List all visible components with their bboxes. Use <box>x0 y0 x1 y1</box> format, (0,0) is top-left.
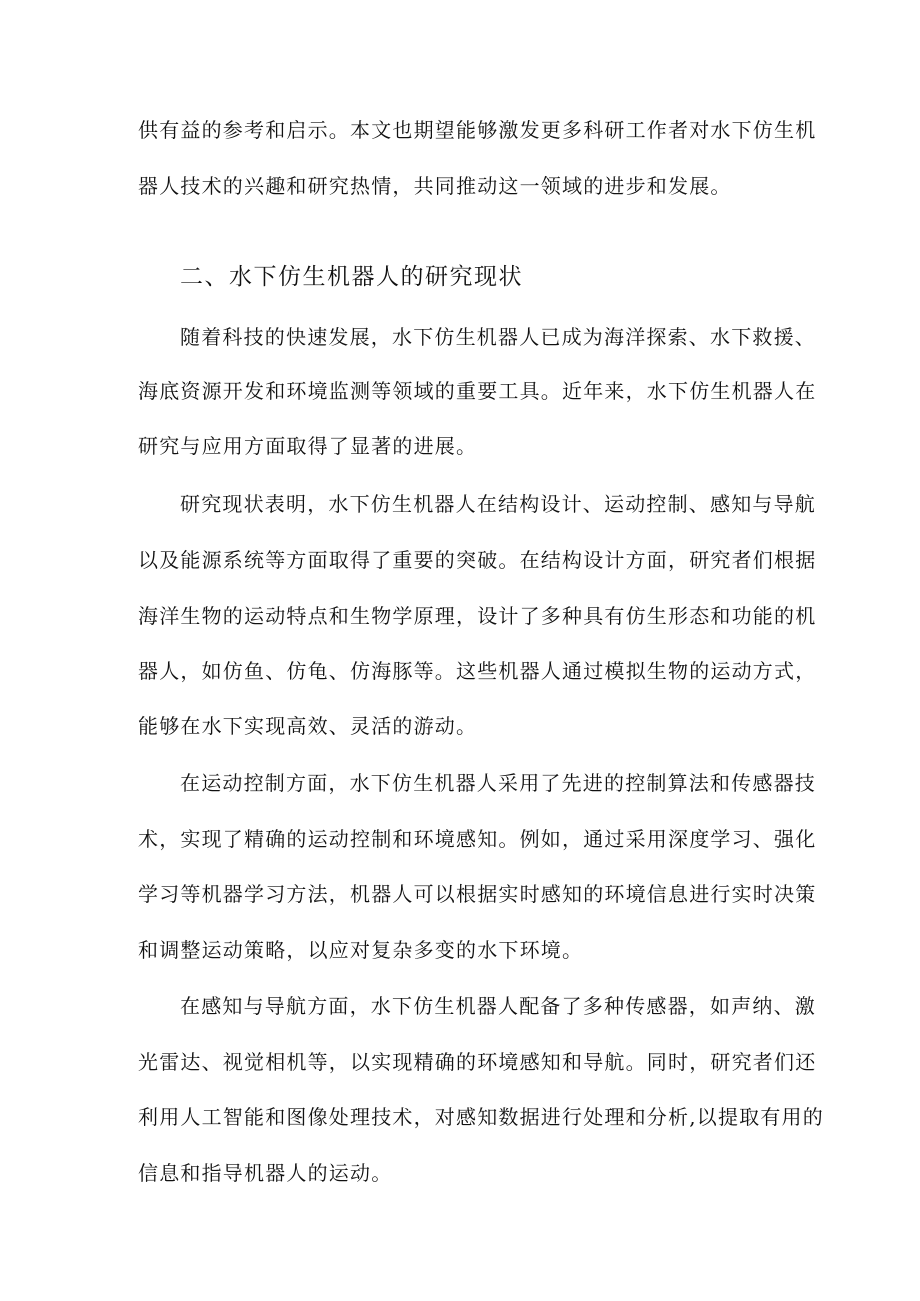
text-line-9: 器人，如仿鱼、仿龟、仿海豚等。这些机器人通过模拟生物的运动方式， <box>138 659 817 683</box>
text-line-8: 海洋生物的运动特点和生物学原理，设计了多种具有仿生形态和功能的机 <box>138 604 817 628</box>
text-line-18: 信息和指导机器人的运动。 <box>138 1161 393 1185</box>
section-heading: 二、水下仿生机器人的研究现状 <box>180 264 523 290</box>
text-line-13: 学习等机器学习方法，机器人可以根据实时感知的环境信息进行实时决策 <box>138 882 817 906</box>
text-line-11: 在运动控制方面，水下仿生机器人采用了先进的控制算法和传感器技 <box>180 771 816 795</box>
text-line-4: 海底资源开发和环境监测等领域的重要工具。近年来，水下仿生机器人在 <box>138 379 817 403</box>
text-line-5: 研究与应用方面取得了显著的进展。 <box>138 434 478 458</box>
text-line-6: 研究现状表明，水下仿生机器人在结构设计、运动控制、感知与导航 <box>180 492 816 516</box>
text-line-15: 在感知与导航方面，水下仿生机器人配备了多种传感器，如声纳、激 <box>180 994 816 1018</box>
text-line-3: 随着科技的快速发展，水下仿生机器人已成为海洋探索、水下救援、 <box>180 325 816 349</box>
text-line-16: 光雷达、视觉相机等，以实现精确的环境感知和导航。同时，研究者们还 <box>138 1050 817 1074</box>
text-line-7: 以及能源系统等方面取得了重要的突破。在结构设计方面，研究者们根据 <box>138 548 817 572</box>
text-line-12: 术，实现了精确的运动控制和环境感知。例如，通过采用深度学习、强化 <box>138 827 817 851</box>
text-line-10: 能够在水下实现高效、灵活的游动。 <box>138 714 478 738</box>
text-line-14: 和调整运动策略，以应对复杂多变的水下环境。 <box>138 938 584 962</box>
text-line-1: 供有益的参考和启示。本文也期望能够激发更多科研工作者对水下仿生机 <box>138 118 817 142</box>
text-line-2: 器人技术的兴趣和研究热情，共同推动这一领域的进步和发展。 <box>138 174 732 198</box>
text-line-17: 利用人工智能和图像处理技术，对感知数据进行处理和分析,以提取有用的 <box>138 1105 824 1129</box>
